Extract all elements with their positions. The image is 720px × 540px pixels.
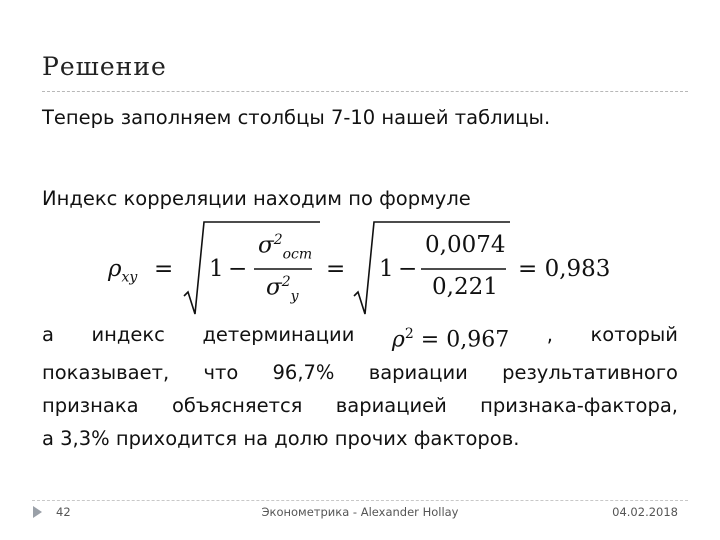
numerator-value: 0,0074 <box>425 232 506 258</box>
sigma-y: $\sigma^2_y$ <box>266 274 299 305</box>
paragraph-line-1 <box>42 318 678 356</box>
sigma-residual: $\sigma^2_{ост}$ <box>258 232 313 263</box>
word: вариацией <box>335 394 447 418</box>
equals-sign-2: = <box>326 256 346 282</box>
rho-squared-expression: $\rho^2 = 0,967$ <box>391 326 510 353</box>
rho-xy: $\rho_{xy}$ <box>108 256 138 286</box>
word: признака <box>42 394 139 418</box>
formula-result: = 0,983 <box>518 256 611 282</box>
line-text: а 3,3% приходится на долю прочих факторов. <box>42 427 520 451</box>
one-1: 1 <box>209 256 224 282</box>
paragraph-fill-columns: Теперь заполняем столбцы 7-10 нашей таблицы. <box>42 106 551 129</box>
word: 96,7% <box>272 361 335 385</box>
word: индекс <box>91 323 165 346</box>
paragraph-line-3 <box>42 389 678 422</box>
equals-sign-1: = <box>154 256 174 282</box>
title-divider <box>42 91 688 92</box>
slide-title: Решение <box>42 52 167 81</box>
word: который <box>590 323 678 346</box>
paragraph-correlation-index: Индекс корреляции находим по формуле <box>42 187 471 210</box>
word: показывает, <box>42 361 170 385</box>
page-number: 42 <box>56 505 71 519</box>
word: детерминации <box>202 323 355 346</box>
denominator-value: 0,221 <box>432 274 498 300</box>
minus-2: − <box>398 256 418 282</box>
word: а <box>42 323 54 346</box>
word: объясняется <box>171 394 303 418</box>
determination-paragraph <box>42 318 678 455</box>
correlation-formula <box>108 218 628 318</box>
word: признака-фактора, <box>480 394 678 418</box>
paragraph-line-4 <box>42 422 678 455</box>
minus-1: − <box>228 256 248 282</box>
paragraph-line-2 <box>42 356 678 389</box>
footer-center-text: Эконометрика - Alexander Hollay <box>261 505 459 519</box>
one-2: 1 <box>379 256 394 282</box>
footer-divider <box>32 500 688 501</box>
comma: , <box>546 323 553 346</box>
footer-date: 04.02.2018 <box>612 505 678 519</box>
word: вариации <box>368 361 468 385</box>
word: что <box>203 361 239 385</box>
word: результативного <box>502 361 678 385</box>
